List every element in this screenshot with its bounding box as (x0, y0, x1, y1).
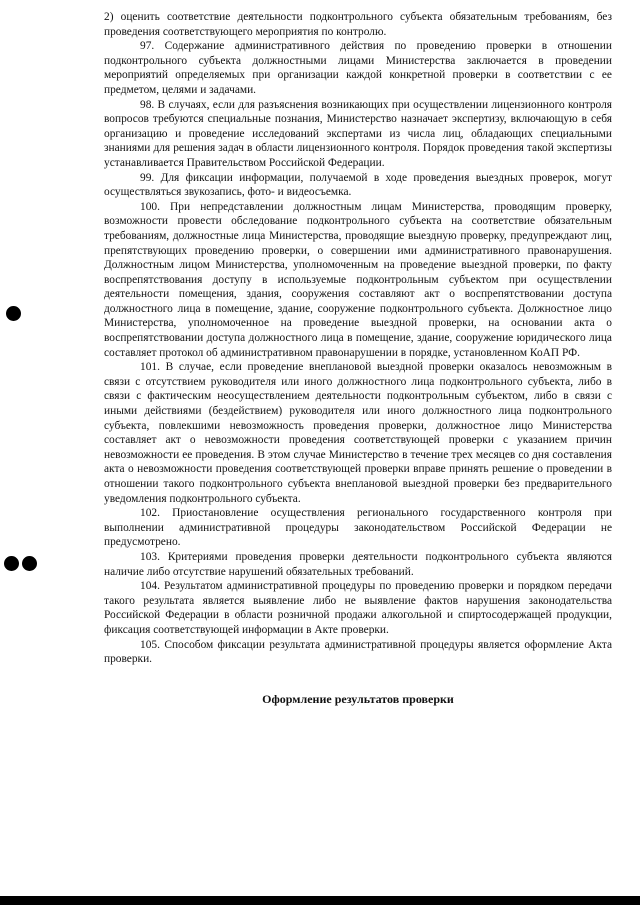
paragraph-104: 104. Результатом административной процедуры по проведению проверки и порядком передачи такого результата является выявление либо не выявление фактов нарушения законодательства Российской Федерации в области розничной продажи алкогольной и спиртосодержащей продукции, фиксация соответствующей информации в Акте проверки. (104, 580, 612, 636)
paragraph-97: 97. Содержание административного действия по проведению проверки в отношении подконтрольного субъекта должностными лицами Министерства заключается в проведении мероприятий определяемых при организации каждой конкретной проверки в соответствии с ее предметом, целями и задачами. (104, 40, 612, 96)
punch-hole-mark (22, 556, 37, 571)
punch-hole-mark (4, 556, 19, 571)
paragraph-102: 102. Приостановление осуществления регионального государственного контроля при выполнении административной процедуры законодательством Российской Федерации не предусмотрено. (104, 507, 612, 549)
paragraph-item-2: 2) оценить соответствие деятельности подконтрольного субъекта обязательным требованиям, без проведения соответствующего мероприятия по контролю. (104, 11, 612, 38)
paragraph-99: 99. Для фиксации информации, получаемой в ходе проведения выездных проверок, могут осуществляться звукозапись, фото- и видеосъемка. (104, 171, 612, 199)
paragraph-98: 98. В случаях, если для разъяснения возникающих при осуществлении лицензионного контроля вопросов требуются специальные познания, Министерство назначает экспертизу, включающую в себя организацию и проведение исследований экспертами из числа лиц, обладающих специальными знаниями для решения задач в области лицензионного контроля. Порядок проведения такой экспертизы устанавливается Правительством Российской Федерации. (104, 98, 612, 169)
paragraph-105: 105. Способом фиксации результата административной процедуры является оформление Акта проверки. (104, 638, 612, 666)
section-heading: Оформление результатов проверки (262, 691, 454, 706)
document-page (104, 10, 612, 707)
punch-hole-mark (6, 306, 21, 321)
paragraph-100: 100. При непредставлении должностным лицам Министерства, проводящим проверку, возможности провести обследование подконтрольного субъекта на соответствие обязательным требованиям, должностные лица Министерства, проводящие выездную проверку, предупреждают лиц, препятствующих проведению проверки, о совершении ими административного правонарушения. Должностным лицом Министерства, уполномоченным на проведение выездной проверки, по факту воспрепятствования доступу в используемые подконтрольным субъектом при осуществлении деятельности помещения, здания, сооружения составляют акт о воспрепятствовании доступа должностного лица в помещение, здание, сооружение подконтрольного субъекта. Должностное лицо Министерства, уполномоченное на проведение выездной проверки, на основании акта о воспрепятствовании доступа должностного лица в помещение, здание, сооружение юридического лица составляет протокол об административном правонарушении в порядке, установленном КоАП РФ. (104, 200, 612, 359)
paragraph-103: 103. Критериями проведения проверки деятельности подконтрольного субъекта являются наличие либо отсутствие нарушений обязательных требований. (104, 550, 612, 578)
scan-edge-bar (0, 896, 640, 905)
paragraph-101: 101. В случае, если проведение внеплановой выездной проверки оказалось невозможным в связи с отсутствием руководителя или иного должностного лица подконтрольного субъекта, либо в связи с фактическим неосуществлением деятельности подконтрольным субъектом, либо в связи с иными действиями (бездействием) руководителя или иного должностного лица подконтрольного субъекта, повлекшими невозможность проведения проверки, должностное лицо Министерства составляет акт о невозможности проведения соответствующей проверки с указанием причин невозможности ее проведения. В этом случае Министерство в течение трех месяцев со дня составления акта о невозможности проведения соответствующей проверки вправе принять решение о проведении в отношении такого подконтрольного субъекта внеплановой выездной проверки без предварительного уведомления подконтрольного субъекта. (104, 361, 612, 505)
